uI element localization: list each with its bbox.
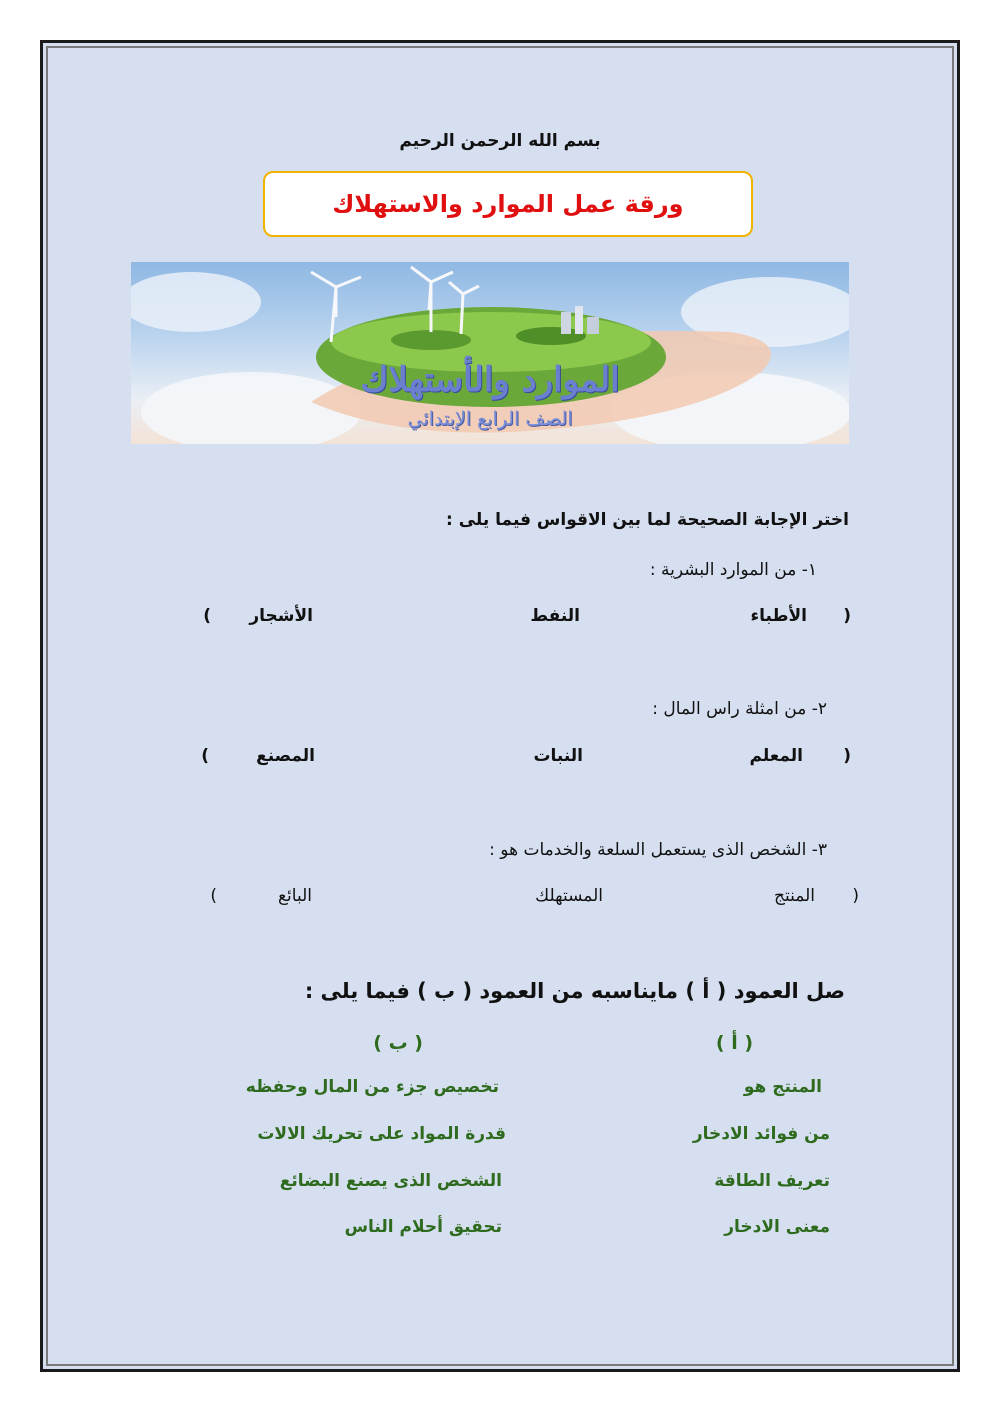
banner-image — [131, 262, 849, 444]
basmala: بسم الله الرحمن الرحيم — [399, 131, 601, 151]
worksheet-page — [40, 40, 960, 1372]
q1-open-paren: ( — [843, 606, 851, 626]
q1-option-1: الأطباء — [750, 606, 807, 626]
banner-subtitle: الصف الرابع الإبتدائي — [407, 408, 573, 430]
col-b-item-3: الشخص الذى يصنع البضائع — [279, 1171, 502, 1191]
worksheet-title: ورقة عمل الموارد والاستهلاك — [332, 190, 684, 218]
banner-title: الموارد والأستهلاك — [360, 360, 620, 400]
q2-close-paren: ) — [201, 746, 209, 766]
q2-option-2: النبات — [533, 746, 583, 766]
q2-option-3: المصنع — [256, 746, 315, 766]
col-a-item-1: المنتج هو — [743, 1077, 822, 1097]
question-1-text: ١- من الموارد البشرية : — [649, 560, 817, 580]
q1-option-3: الأشجار — [249, 606, 313, 626]
column-b-header: ( ب ) — [373, 1032, 423, 1054]
q2-open-paren: ( — [843, 746, 851, 766]
q3-close-paren: ) — [210, 886, 217, 906]
q2-option-1: المعلم — [749, 746, 803, 766]
question-2-text: ٢- من امثلة راس المال : — [652, 699, 827, 719]
col-a-item-3: تعريف الطاقة — [714, 1171, 830, 1191]
question-3-text: ٣- الشخص الذى يستعمل السلعة والخدمات هو : — [489, 840, 827, 860]
column-a-header: ( أ ) — [715, 1032, 753, 1054]
title-box — [263, 171, 753, 237]
q1-option-2: النفط — [530, 606, 580, 626]
q1-close-paren: ) — [203, 606, 211, 626]
q3-option-1: المنتج — [774, 886, 815, 906]
q3-open-paren: ( — [852, 886, 859, 906]
col-b-item-1: تخصيص جزء من المال وحفظه — [245, 1077, 499, 1097]
col-a-item-4: معنى الادخار — [724, 1217, 830, 1237]
section2-instruction: صل العمود ( أ ) مايناسبه من العمود ( ب ) فيما يلى : — [304, 979, 845, 1003]
col-b-item-2: قدرة المواد على تحريك الالات — [257, 1124, 506, 1144]
q3-option-2: المستهلك — [535, 886, 603, 906]
section1-instruction: اختر الإجابة الصحيحة لما بين الاقواس فيما يلى : — [446, 510, 849, 530]
col-b-item-4: تحقيق أحلام الناس — [344, 1217, 502, 1237]
col-a-item-2: من فوائد الادخار — [692, 1124, 830, 1144]
q3-option-3: البائع — [278, 886, 312, 906]
